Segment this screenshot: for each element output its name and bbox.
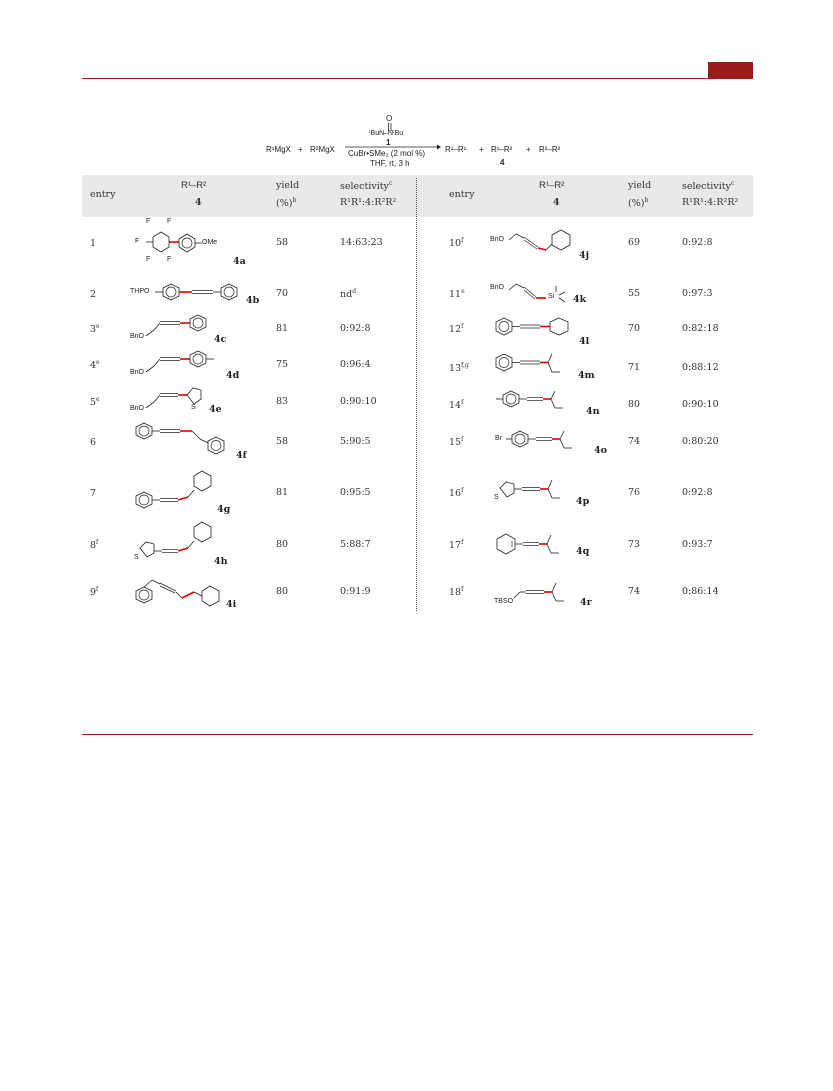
structure-4m — [490, 350, 610, 384]
header-product-number-right: 4 — [553, 197, 560, 208]
entry-13: 13$^{f,g}$ — [449, 362, 469, 375]
selectivity-5: 0:90:10 — [340, 396, 377, 407]
header-yield-unit-right — [628, 197, 648, 209]
selectivity-6: 5:90:5 — [340, 436, 371, 447]
header-product-formula-left: R¹–R² — [181, 180, 207, 191]
scheme-plus3: + — [526, 145, 531, 154]
structure-4n — [490, 386, 610, 422]
scheme-conditions: THF, rt, 3 h — [370, 159, 410, 168]
header-yield-unit-left — [276, 197, 296, 209]
label-4b: 4b — [246, 295, 260, 306]
structure-4j-drawing — [490, 220, 610, 268]
label-4l: 4l — [579, 336, 590, 347]
header-selectivity-right — [682, 180, 734, 192]
yield-7: 81 — [276, 487, 289, 498]
structure-4i-drawing — [130, 574, 270, 614]
yield-6: 58 — [276, 436, 289, 447]
header-yield-line2-right: (%) — [628, 198, 645, 210]
yield-2: 70 — [276, 288, 289, 299]
entry-1: 1 — [90, 238, 97, 250]
structure-4c-drawing — [130, 312, 270, 344]
atom-f-4: F — [146, 256, 151, 263]
yield-11: 55 — [628, 288, 641, 299]
entry-5: 5e — [90, 396, 100, 409]
scheme-reagent-top: ᵗBuN–NᵗBu — [369, 130, 404, 137]
atom-ome: OMe — [202, 239, 218, 246]
atom-f-2: F — [167, 218, 172, 225]
selectivity-15: 0:80:20 — [682, 436, 719, 447]
header-selectivity-left — [340, 180, 392, 192]
entry-7: 7 — [90, 488, 97, 500]
structure-4p — [490, 470, 610, 512]
atom-bno-4d: BnO — [130, 369, 145, 376]
label-4k: 4k — [573, 294, 587, 305]
structure-4d-drawing — [130, 348, 270, 380]
structure-4o-drawing — [490, 422, 610, 462]
selectivity-4: 0:96:4 — [340, 359, 371, 370]
structure-4r — [490, 572, 610, 612]
column-divider — [416, 178, 417, 611]
yield-10: 69 — [628, 237, 641, 248]
label-4f: 4f — [236, 450, 247, 461]
structure-4h-drawing — [130, 518, 270, 568]
structure-4r-drawing — [490, 572, 610, 612]
atom-f-1: F — [146, 218, 151, 225]
scheme-reactant1: R¹MgX — [266, 145, 291, 154]
yield-3: 81 — [276, 323, 289, 334]
structure-4q — [490, 522, 610, 564]
label-4g: 4g — [217, 504, 231, 515]
atom-si-4k: Si — [548, 293, 555, 300]
entry-11: 11e — [449, 288, 465, 301]
structure-4g — [130, 466, 270, 516]
selectivity-13: 0:88:12 — [682, 362, 719, 373]
structure-4o — [490, 422, 610, 462]
selectivity-1: 14:63:23 — [340, 237, 383, 248]
structure-4f-drawing — [130, 420, 270, 464]
scheme-reagent-carbonyl: O — [386, 114, 393, 123]
structure-4p-drawing — [490, 470, 610, 512]
atom-f-3: F — [135, 238, 140, 245]
entry-14: 14$^f$ — [449, 399, 464, 412]
header-yield-line2: (%) — [276, 198, 293, 210]
selectivity-7: 0:95:5 — [340, 487, 371, 498]
entry-6: 6 — [90, 437, 97, 449]
entry-2: 2 — [90, 289, 97, 301]
header-selectivity-line1-right: selectivity — [682, 181, 731, 193]
structure-4h — [130, 518, 270, 568]
header-yield-note-right: b — [644, 197, 649, 204]
label-4c: 4c — [214, 334, 227, 345]
selectivity-2: $nd^d$ — [340, 288, 357, 301]
label-4r: 4r — [580, 597, 592, 608]
atom-tbso-4r: TBSO — [494, 598, 514, 605]
label-4h: 4h — [214, 556, 228, 567]
yield-5: 83 — [276, 396, 289, 407]
atom-bno-4k: BnO — [490, 284, 505, 291]
entry-16: 16$^f$ — [449, 487, 464, 500]
structure-4q-drawing — [490, 522, 610, 564]
header-product-formula-right: R¹–R² — [539, 180, 565, 191]
structure-4l-drawing — [490, 314, 610, 346]
scheme-reactant2: R²MgX — [310, 145, 335, 154]
header-yield-line1: yield — [276, 180, 300, 191]
structure-4e — [130, 384, 270, 418]
scheme-product2: R¹–R² — [491, 145, 513, 154]
structure-4l — [490, 314, 610, 346]
header-entry-right: entry — [449, 189, 475, 200]
label-4o: 4o — [594, 445, 607, 456]
structure-4a-drawing — [130, 218, 270, 270]
label-4q: 4q — [576, 546, 590, 557]
header-selectivity-ratio-right: R¹R¹:4:R²R² — [682, 197, 739, 208]
label-4n: 4n — [586, 406, 600, 417]
entry-17: 17$^f$ — [449, 539, 464, 552]
header-selectivity-ratio-left: R¹R¹:4:R²R² — [340, 197, 397, 208]
header-yield-left — [276, 180, 299, 191]
atom-s-4e: S — [191, 404, 196, 411]
structure-4k — [490, 278, 610, 310]
entry-10: 10$^f$ — [449, 237, 464, 250]
entry-9: 9$^f$ — [90, 586, 99, 599]
scheme-catalyst: CuBr•SMe₂ (2 mol %) — [348, 149, 426, 158]
yield-9: 80 — [276, 586, 289, 597]
atom-s-4h: S — [134, 554, 139, 561]
structure-4j — [490, 220, 610, 268]
header-entry-left: entry — [90, 189, 116, 200]
structure-4e-drawing — [130, 384, 270, 418]
bottom-rule — [82, 734, 753, 735]
structure-4f — [130, 420, 270, 464]
structure-4d — [130, 348, 270, 380]
atom-s-4p: S — [494, 494, 499, 501]
atom-bno-4j: BnO — [490, 236, 505, 243]
yield-1: 58 — [276, 237, 289, 248]
yield-4: 75 — [276, 359, 289, 370]
header-yield-right: yield — [628, 180, 652, 191]
scheme-product1: R¹–R¹ — [445, 145, 467, 154]
selectivity-11: 0:97:3 — [682, 288, 713, 299]
structure-4c — [130, 312, 270, 344]
yield-16: 76 — [628, 487, 641, 498]
yield-8: 80 — [276, 539, 289, 550]
label-4j: 4j — [579, 250, 590, 261]
label-4p: 4p — [576, 496, 590, 507]
selectivity-16: 0:92:8 — [682, 487, 713, 498]
entry-12: 12$^f$ — [449, 323, 464, 336]
atom-br-4o: Br — [495, 435, 502, 442]
yield-14: 80 — [628, 399, 641, 410]
atom-bno-4c: BnO — [130, 333, 145, 340]
structure-4b — [130, 280, 270, 308]
entry-15: 15$^f$ — [449, 436, 464, 449]
yield-12: 70 — [628, 323, 641, 334]
header-selectivity-note-right: c — [730, 180, 735, 187]
label-4m: 4m — [578, 370, 595, 381]
selectivity-3: 0:92:8 — [340, 323, 371, 334]
reaction-scheme — [0, 0, 833, 175]
entry-4: 4e — [90, 359, 100, 372]
selectivity-8: 5:88:7 — [340, 539, 371, 550]
header-selectivity-line1: selectivity — [340, 181, 389, 193]
scheme-product3: R²–R² — [539, 145, 561, 154]
structure-4i — [130, 574, 270, 614]
selectivity-18: 0:86:14 — [682, 586, 719, 597]
yield-13: 71 — [628, 362, 641, 373]
entry-3: 3e — [90, 323, 100, 336]
atom-thpo: THPO — [130, 288, 150, 295]
atom-bno-4e: BnO — [130, 405, 145, 412]
label-4e: 4e — [209, 404, 222, 415]
selectivity-10: 0:92:8 — [682, 237, 713, 248]
scheme-reagent-number: 1 — [386, 138, 391, 147]
yield-17: 73 — [628, 539, 641, 550]
scheme-plus2: + — [479, 145, 484, 154]
selectivity-14: 0:90:10 — [682, 399, 719, 410]
header-product-number-left: 4 — [195, 197, 202, 208]
structure-4a — [130, 218, 270, 270]
yield-18: 74 — [628, 586, 641, 597]
header-selectivity-note: c — [388, 180, 393, 187]
atom-f-5: F — [167, 256, 172, 263]
scheme-plus1: + — [298, 145, 303, 154]
header-yield-note: b — [292, 197, 297, 204]
entry-18: 18$^f$ — [449, 586, 464, 599]
label-4d: 4d — [226, 370, 240, 381]
selectivity-17: 0:93:7 — [682, 539, 713, 550]
label-4i: 4i — [226, 599, 237, 610]
selectivity-12: 0:82:18 — [682, 323, 719, 334]
selectivity-9: 0:91:9 — [340, 586, 371, 597]
label-4a: 4a — [233, 256, 246, 267]
entry-8: 8$^f$ — [90, 539, 99, 552]
structure-4g-drawing — [130, 466, 270, 516]
scheme-product2-number: 4 — [500, 158, 505, 167]
yield-15: 74 — [628, 436, 641, 447]
